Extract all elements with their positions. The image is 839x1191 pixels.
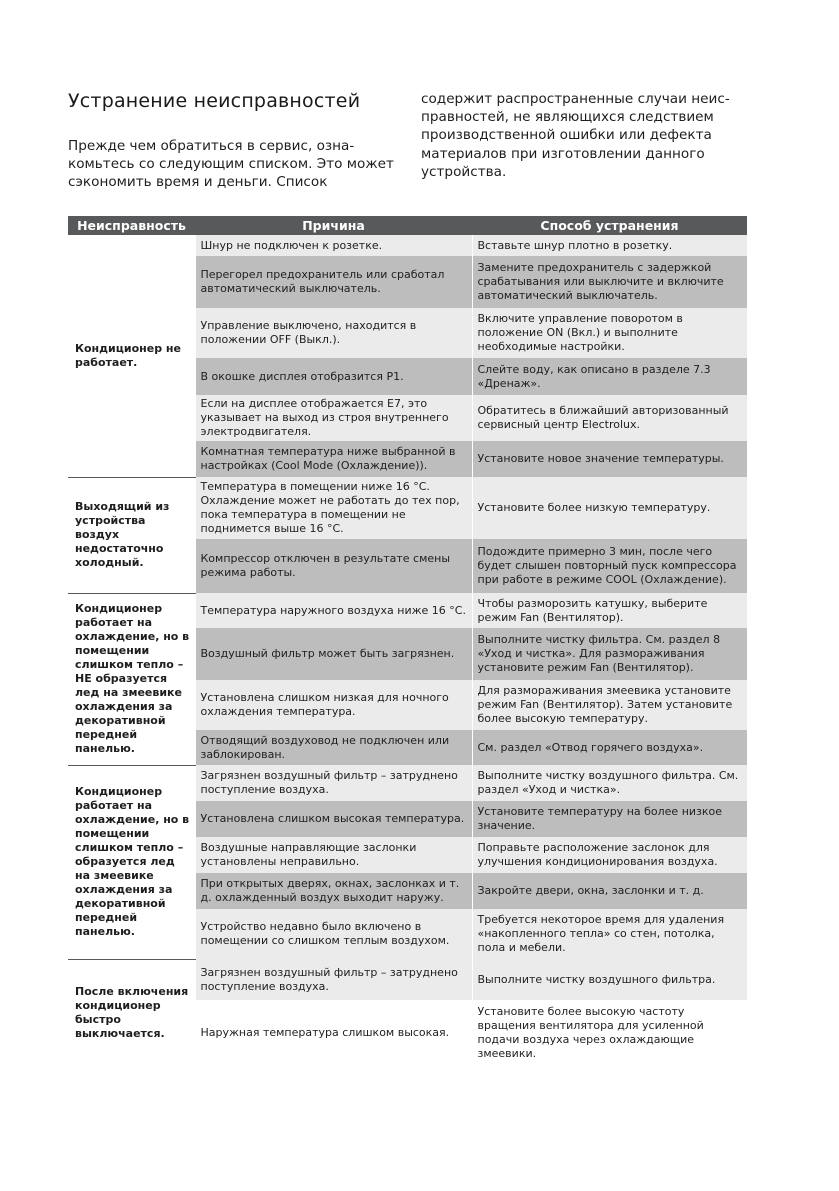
cause-cell: Воздушные направляющие заслонки установлены неправильно. — [195, 837, 472, 873]
table-header-row — [68, 216, 747, 235]
solution-cell: Требуется некоторое время для удаления «накопленного тепла» со стен, потолка, пола и мебели. — [472, 909, 747, 959]
cause-cell: В окошке дисплея отобразится P1. — [195, 358, 472, 395]
cause-cell: Наружная температура слишком высокая. — [195, 1000, 472, 1066]
header-problem: Неисправность — [68, 216, 195, 235]
problem-cell: Выходящий из устройства воздух недостаточно холодный. — [68, 477, 195, 593]
cause-cell: Температура в помещении ниже 16 °C. Охлаждение может не работать до тех пор, пока температура в помещении не поднимется выше 16 °C. — [195, 477, 472, 539]
intro-text-left: Прежде чем обратиться в сервис, озна-комьтесь со следующим списком. Это может сэкономить время и деньги. Список — [68, 138, 394, 191]
solution-cell: Подождите примерно 3 мин, после чего будет слышен повторный пуск компрессора при работе в режиме COOL (Охлаждение). — [472, 539, 747, 593]
solution-cell: Закройте двери, окна, заслонки и т. д. — [472, 873, 747, 909]
table-row — [68, 959, 747, 1000]
solution-cell: Включите управление поворотом в положение ON (Вкл.) и выполните необходимые настройки. — [472, 308, 747, 358]
problem-cell: После включения кондиционер быстро выключается. — [68, 959, 195, 1066]
header-cause: Причина — [195, 216, 472, 235]
table-row — [68, 765, 747, 801]
solution-cell: Для размораживания змеевика установите режим Fan (Вентилятор). Затем установите более высокую температуру. — [472, 680, 747, 730]
table-row — [68, 477, 747, 539]
cause-cell: При открытых дверях, окнах, заслонках и т. д. охлажденный воздух выходит наружу. — [195, 873, 472, 909]
problem-cell: Кондиционер не работает. — [68, 235, 195, 477]
table-row — [68, 235, 747, 256]
problem-cell: Кондиционер работает на охлаждение, но в помещении слишком тепло – НЕ образуется лед на змеевике охлаждения за декоративной передней панелью. — [68, 593, 195, 765]
cause-cell: Перегорел предохранитель или сработал автоматический выключатель. — [195, 256, 472, 308]
problem-cell: Кондиционер работает на охлаждение, но в помещении слишком тепло – образуется лед на змеевике охлаждения за декоративной передней панелью. — [68, 765, 195, 959]
cause-cell: Устройство недавно было включено в помещении со слишком теплым воздухом. — [195, 909, 472, 959]
cause-cell: Шнур не подключен к розетке. — [195, 235, 472, 256]
table-row — [68, 593, 747, 628]
cause-cell: Загрязнен воздушный фильтр – затруднено поступление воздуха. — [195, 959, 472, 1000]
solution-cell: Выполните чистку воздушного фильтра. — [472, 959, 747, 1000]
solution-cell: Поправьте расположение заслонок для улучшения кондиционирования воздуха. — [472, 837, 747, 873]
header-solution: Способ устранения — [472, 216, 747, 235]
intro-text-right: содержит распространенные случаи неис-правностей, не являющихся следствием производственной ошибки или дефекта материалов при изготовлении данного устройства. — [421, 91, 730, 180]
solution-cell: Слейте воду, как описано в разделе 7.3 «Дренаж». — [472, 358, 747, 395]
solution-cell: Установите новое значение температуры. — [472, 441, 747, 477]
cause-cell: Загрязнен воздушный фильтр – затруднено поступление воздуха. — [195, 765, 472, 801]
page-title: Устранение неисправностей — [68, 90, 361, 112]
cause-cell: Компрессор отключен в результате смены режима работы. — [195, 539, 472, 593]
solution-cell: См. раздел «Отвод горячего воздуха». — [472, 730, 747, 765]
cause-cell: Установлена слишком высокая температура. — [195, 801, 472, 837]
cause-cell: Если на дисплее отображается E7, это указывает на выход из строя внутреннего электродвигателя. — [195, 395, 472, 441]
solution-cell: Обратитесь в ближайший авторизованный сервисный центр Electrolux. — [472, 395, 747, 441]
solution-cell: Вставьте шнур плотно в розетку. — [472, 235, 747, 256]
solution-cell: Выполните чистку воздушного фильтра. См. раздел «Уход и чистка». — [472, 765, 747, 801]
solution-cell: Выполните чистку фильтра. См. раздел 8 «Уход и чистка». Для размораживания установите режим Fan (Вентилятор). — [472, 628, 747, 680]
cause-cell: Управление выключено, находится в положении OFF (Выкл.). — [195, 308, 472, 358]
solution-cell: Чтобы разморозить катушку, выберите режим Fan (Вентилятор). — [472, 593, 747, 628]
solution-cell: Установите температуру на более низкое значение. — [472, 801, 747, 837]
solution-cell: Установите более низкую температуру. — [472, 477, 747, 539]
cause-cell: Температура наружного воздуха ниже 16 °C. — [195, 593, 472, 628]
cause-cell: Комнатная температура ниже выбранной в настройках (Cool Mode (Охлаждение)). — [195, 441, 472, 477]
solution-cell: Замените предохранитель с задержкой срабатывания или выключите и включите автоматический выключатель. — [472, 256, 747, 308]
cause-cell: Отводящий воздуховод не подключен или заблокирован. — [195, 730, 472, 765]
cause-cell: Установлена слишком низкая для ночного охлаждения температура. — [195, 680, 472, 730]
troubleshooting-table — [68, 216, 747, 1066]
solution-cell: Установите более высокую частоту вращения вентилятора для усиленной подачи воздуха через охлаждающие змеевики. — [472, 1000, 747, 1066]
cause-cell: Воздушный фильтр может быть загрязнен. — [195, 628, 472, 680]
